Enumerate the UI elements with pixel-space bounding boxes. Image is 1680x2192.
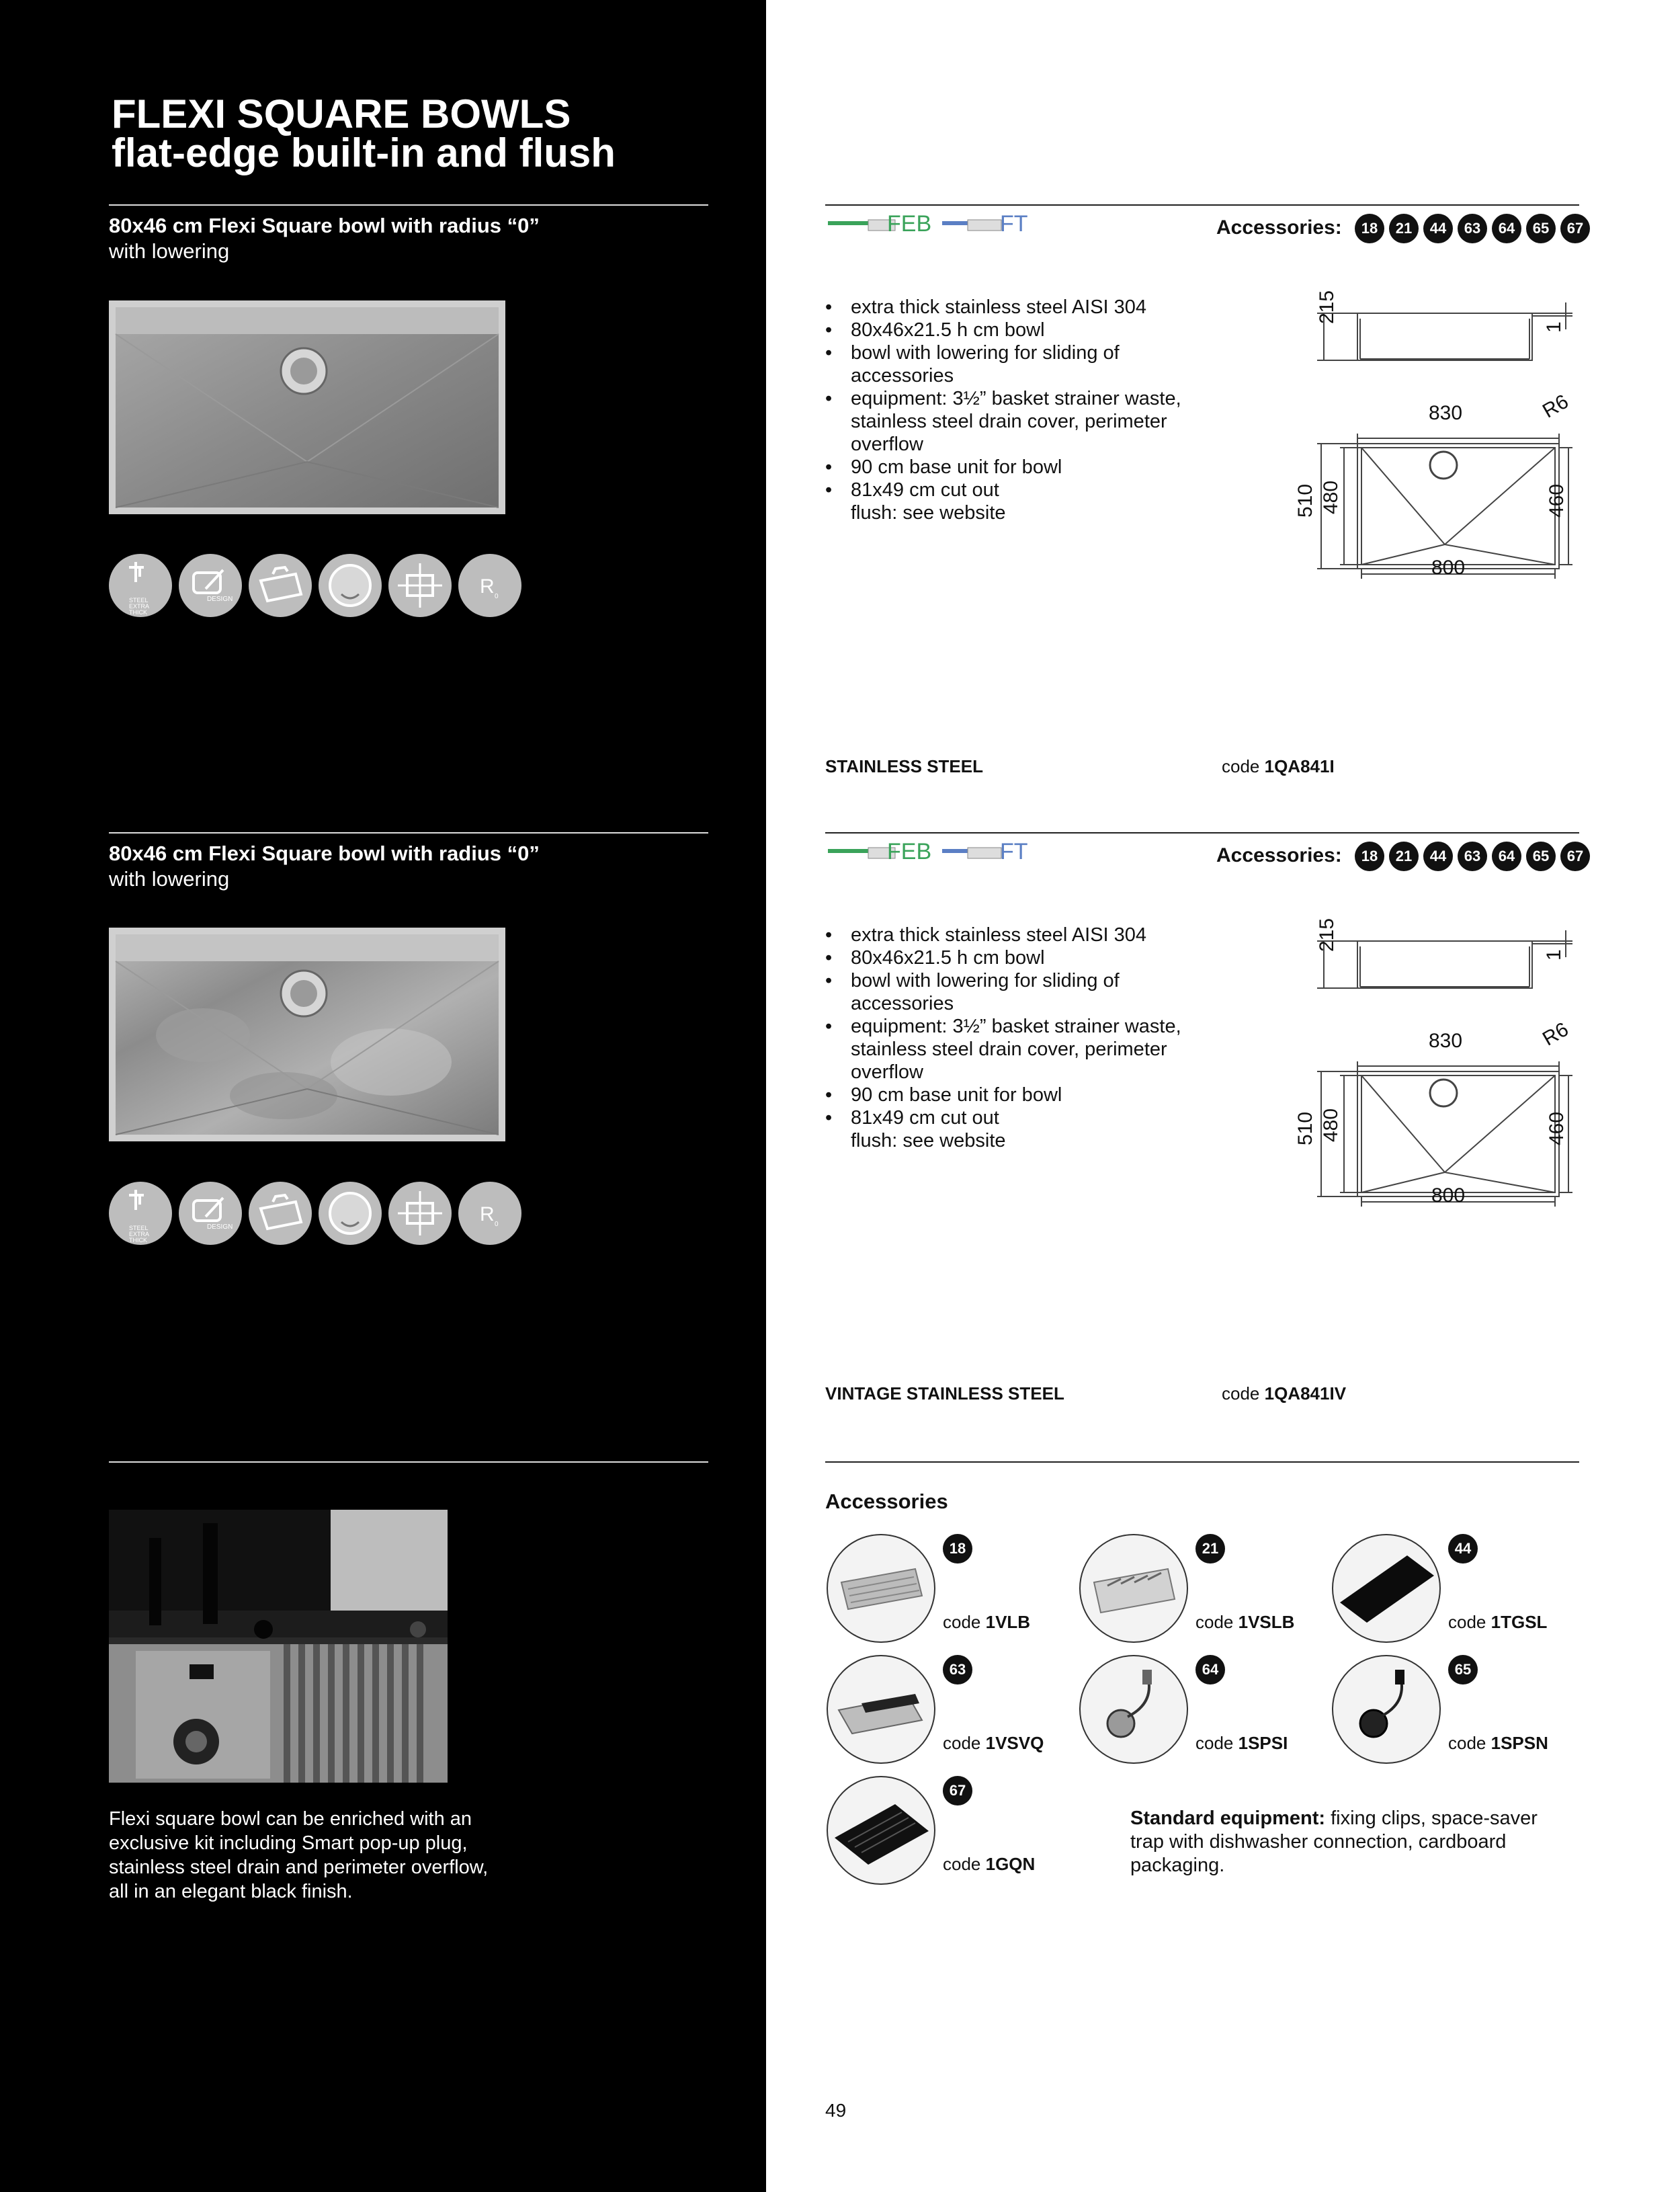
accessory-badge[interactable]: 63: [1458, 214, 1487, 243]
svg-text:STEEL: STEEL: [129, 597, 149, 604]
accessory-badge[interactable]: 65: [1526, 842, 1556, 871]
svg-text:DESIGN: DESIGN: [207, 1223, 233, 1231]
spec-item: flush: see website: [851, 1130, 1006, 1151]
accessory-code: code 1VSVQ: [943, 1733, 1044, 1753]
colander-icon: [827, 1534, 935, 1643]
dim-inner-width: 800: [1431, 557, 1466, 579]
accessory-badge[interactable]: 44: [1423, 842, 1453, 871]
spec-item: • 90 cm base unit for bowl: [851, 456, 1227, 479]
feb-label: FEB: [887, 211, 932, 237]
dim-outer-depth: 510: [1294, 1111, 1316, 1145]
accessory-badge[interactable]: 44: [1423, 214, 1453, 243]
dim-inner-width: 800: [1431, 1184, 1466, 1207]
spec-item: • extra thick stainless steel AISI 304: [851, 924, 1227, 946]
accessory-item[interactable]: [1079, 1534, 1321, 1641]
accessory-item[interactable]: [1079, 1655, 1321, 1762]
sink-photo-vintage: [109, 928, 505, 1141]
accessory-code: code 1SPSN: [1448, 1733, 1548, 1753]
svg-text:STEEL: STEEL: [129, 1225, 149, 1231]
svg-text:DESIGN: DESIGN: [207, 596, 233, 603]
divider: [109, 204, 708, 206]
divider: [109, 1461, 708, 1463]
dim-outer-depth: 510: [1294, 483, 1316, 518]
accessory-number: 67: [943, 1776, 972, 1805]
accessory-item[interactable]: [827, 1534, 1068, 1641]
svg-text:EXTRA: EXTRA: [129, 603, 150, 610]
svg-text:THICK: THICK: [129, 1237, 147, 1244]
dim-inner-depth: 480: [1320, 480, 1342, 514]
cut-out-icon: [388, 1182, 452, 1245]
spec-item: • 81x49 cm cut out: [851, 479, 1227, 501]
accessory-badge[interactable]: 64: [1492, 842, 1521, 871]
kit-description: Flexi square bowl can be enriched with an exclusive kit including Smart pop-up plug, stainless steel drain and perimeter overflow, all in an elegant black finish.: [109, 1808, 489, 1902]
radius-zero-icon: [458, 554, 521, 617]
accessory-number: 18: [943, 1534, 972, 1564]
glass-board-icon: [1332, 1534, 1441, 1643]
steel-extra-thick-icon: [109, 554, 172, 617]
accessories-heading: Accessories: [825, 1490, 948, 1513]
design-icon: [179, 1182, 242, 1245]
design-icon: [179, 554, 242, 617]
dimension-drawing: [1290, 924, 1586, 1213]
accessory-code: code 1GQN: [943, 1854, 1036, 1874]
spec-item: • 80x46x21.5 h cm bowl: [851, 946, 1227, 969]
accessory-badge[interactable]: 63: [1458, 842, 1487, 871]
accessory-badge[interactable]: 67: [1560, 214, 1590, 243]
svg-text:R: R: [480, 1203, 495, 1225]
drain-icon: [319, 1182, 382, 1245]
accessory-item[interactable]: [1332, 1534, 1574, 1641]
product-code: code 1QA841I: [1222, 756, 1335, 776]
spec-item: • bowl with lowering for sliding of accessories: [851, 341, 1227, 387]
product-subtitle: with lowering: [109, 867, 230, 891]
accessory-badge[interactable]: 65: [1526, 214, 1556, 243]
product-title: 80x46 cm Flexi Square bowl with radius “0”: [109, 214, 540, 237]
dim-rim: 1: [1543, 949, 1565, 961]
dim-inner-depth: 480: [1320, 1108, 1342, 1142]
spec-item: • extra thick stainless steel AISI 304: [851, 296, 1227, 319]
accessory-badge[interactable]: 18: [1355, 214, 1384, 243]
accessory-badge[interactable]: 18: [1355, 842, 1384, 871]
basket-icon: [827, 1655, 935, 1764]
spec-item: • 90 cm base unit for bowl: [851, 1084, 1227, 1106]
accessory-badge[interactable]: 64: [1492, 214, 1521, 243]
accessory-item[interactable]: [827, 1655, 1068, 1762]
svg-text:0: 0: [495, 593, 499, 600]
black-pop-up-plug-icon: [1332, 1655, 1441, 1764]
spec-item: • equipment: 3½” basket strainer waste, stainless steel drain cover, perimeter overflow: [851, 1015, 1227, 1084]
page-title: FLEXI SQUARE BOWLS: [112, 91, 571, 136]
finish-label: VINTAGE STAINLESS STEEL: [825, 1383, 1064, 1404]
finish-label: STAINLESS STEEL: [825, 756, 983, 776]
svg-text:THICK: THICK: [129, 609, 147, 616]
dim-outer-width: 830: [1429, 402, 1463, 424]
divider: [109, 832, 708, 834]
spec-list: [825, 296, 1227, 524]
dim-bowl-depth: 460: [1546, 1111, 1568, 1145]
pop-up-plug-icon: [1079, 1655, 1188, 1764]
accessories-label: Accessories:: [1216, 216, 1342, 239]
grid-mat-icon: [827, 1776, 935, 1885]
spec-item: • equipment: 3½” basket strainer waste, stainless steel drain cover, perimeter overflow: [851, 387, 1227, 456]
accessory-number: 63: [943, 1655, 972, 1684]
dim-height: 215: [1316, 918, 1338, 952]
dim-bowl-depth: 460: [1546, 483, 1568, 518]
spec-list: [825, 924, 1227, 1152]
dim-height: 215: [1316, 290, 1338, 324]
svg-text:R: R: [480, 575, 495, 598]
svg-text:EXTRA: EXTRA: [129, 1231, 150, 1237]
spec-item: • 81x49 cm cut out: [851, 1106, 1227, 1129]
sink-photo: [109, 300, 505, 514]
accessory-number: 44: [1448, 1534, 1478, 1564]
accessory-code: code 1VSLB: [1195, 1612, 1295, 1632]
accessory-code: code 1TGSL: [1448, 1612, 1548, 1632]
accessory-badge[interactable]: 21: [1389, 842, 1419, 871]
svg-text:0: 0: [495, 1221, 499, 1228]
cut-out-icon: [388, 554, 452, 617]
divider: [825, 1461, 1579, 1463]
dim-outer-width: 830: [1429, 1030, 1463, 1052]
product-code: code 1QA841IV: [1222, 1383, 1347, 1404]
product-title: 80x46 cm Flexi Square bowl with radius “0”: [109, 842, 540, 865]
dish-rack-icon: [1079, 1534, 1188, 1643]
page-subtitle: flat-edge built-in and flush: [112, 130, 616, 175]
dimension-drawing: [1290, 296, 1586, 585]
pot-icon: [249, 554, 312, 617]
accessory-code: code 1SPSI: [1195, 1733, 1288, 1753]
steel-extra-thick-icon: [109, 1182, 172, 1245]
spec-item: • bowl with lowering for sliding of accessories: [851, 969, 1227, 1015]
kit-photo: [109, 1510, 448, 1783]
standard-equipment: Standard equipment: fixing clips, space-saver trap with dishwasher connection, cardboard packaging.: [1130, 1808, 1538, 1876]
dim-radius: R6: [1539, 390, 1572, 423]
divider: [825, 832, 1579, 834]
feb-label: FEB: [887, 839, 932, 864]
accessory-item[interactable]: [827, 1776, 1068, 1883]
dim-radius: R6: [1539, 1018, 1572, 1051]
radius-zero-icon: [458, 1182, 521, 1245]
drain-icon: [319, 554, 382, 617]
page-number: 49: [825, 2100, 847, 2121]
spec-item: • 80x46x21.5 h cm bowl: [851, 319, 1227, 341]
accessory-number: 64: [1195, 1655, 1225, 1684]
accessory-code: code 1VLB: [943, 1612, 1031, 1632]
accessory-badge[interactable]: 67: [1560, 842, 1590, 871]
ft-label: FT: [1000, 839, 1028, 864]
product-subtitle: with lowering: [109, 239, 230, 263]
accessory-number: 21: [1195, 1534, 1225, 1564]
accessory-item[interactable]: [1332, 1655, 1574, 1762]
spec-item: flush: see website: [851, 502, 1006, 524]
divider: [825, 204, 1579, 206]
accessories-label: Accessories:: [1216, 844, 1342, 866]
accessory-number: 65: [1448, 1655, 1478, 1684]
dim-rim: 1: [1543, 321, 1565, 333]
ft-label: FT: [1000, 211, 1028, 237]
pot-icon: [249, 1182, 312, 1245]
accessory-badge[interactable]: 21: [1389, 214, 1419, 243]
